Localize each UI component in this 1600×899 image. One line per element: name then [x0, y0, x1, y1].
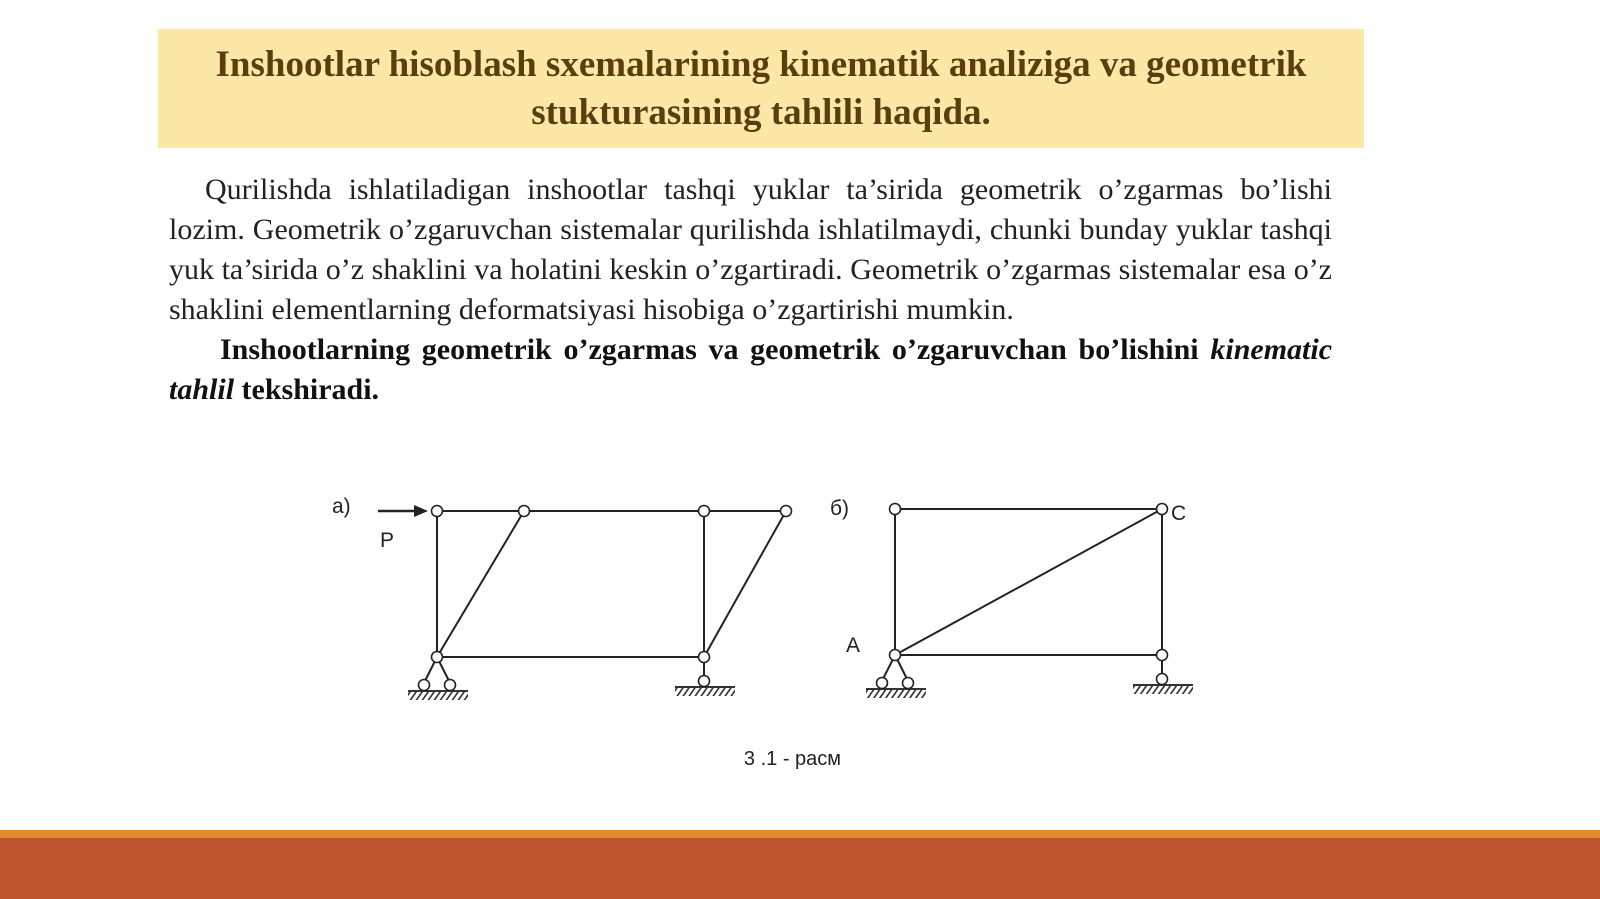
support-hinge	[877, 678, 888, 689]
footer-band	[0, 838, 1600, 899]
member-b-diagonal	[895, 509, 1162, 655]
truss-figure	[320, 485, 1220, 715]
load-label-p: P	[380, 529, 395, 552]
member-a-right-diagonal	[704, 511, 786, 657]
body-text	[169, 170, 1332, 410]
diagram-b	[882, 509, 1162, 681]
hinge-node	[1157, 650, 1168, 661]
paragraph-kinematic	[169, 330, 1332, 410]
diagram-a	[424, 511, 786, 683]
figure-caption: 3 .1 - расм	[743, 748, 842, 770]
hinge-node-a	[890, 650, 901, 661]
support-hinge	[419, 680, 430, 691]
slide-title: Inshootlar hisoblash sxemalarining kinematik analiziga va geometrik stukturasining tahlili haqida.	[215, 43, 1307, 133]
ground-b-right	[1133, 686, 1193, 694]
hinge-node	[890, 504, 901, 515]
hinge-node	[699, 506, 710, 517]
paragraph-kinematic-part2: tekshiradi.	[241, 373, 380, 406]
support-hinge	[699, 676, 710, 687]
hinge-node	[432, 652, 443, 663]
paragraph-intro: Qurilishda ishlatiladigan inshootlar tashqi yuklar ta’sirida geometrik o’zgarmas bo’lishi lozim. Geometrik o’zgaruvchan sistemalar qurilishda ishlatilmaydi, chunki bunday yuklar tashqi yuk ta’sirida o’z shaklini va holatini keskin o’zgartiradi. Geometrik o’zgarmas sistemalar esa o’z shaklini elementlarning deformatsiyasi hisobiga o’zgartirishi mumkin.	[169, 173, 1332, 326]
truss-diagram-svg	[320, 485, 1220, 715]
hinge-node	[432, 506, 443, 517]
node-label-c: C	[1171, 502, 1187, 525]
hinge-node	[781, 506, 792, 517]
support-hinge	[445, 680, 456, 691]
paragraph-kinematic-part1: Inshootlarning geometrik o’zgarmas va geometrik o’zgaruvchan bo’lishini	[220, 333, 1199, 366]
member-a-left-diagonal	[437, 511, 524, 657]
footer-accent-line	[0, 830, 1600, 838]
node-label-a: A	[846, 634, 861, 657]
support-hinge	[1157, 674, 1168, 685]
hinges-b	[877, 504, 1168, 689]
ground-b-left	[866, 690, 926, 698]
label-a: а)	[332, 495, 351, 518]
support-hinge	[903, 678, 914, 689]
hinge-node-c	[1157, 504, 1168, 515]
title-banner	[158, 29, 1364, 148]
paragraph-kinematic-italic: kinematic tahlil	[169, 333, 1333, 406]
label-b: б)	[830, 497, 850, 520]
ground-a-right	[675, 688, 735, 696]
hinge-node	[699, 652, 710, 663]
ground-a-left	[408, 692, 468, 700]
hinge-node	[519, 506, 530, 517]
hinges-a	[419, 506, 792, 691]
load-arrow	[378, 505, 428, 517]
